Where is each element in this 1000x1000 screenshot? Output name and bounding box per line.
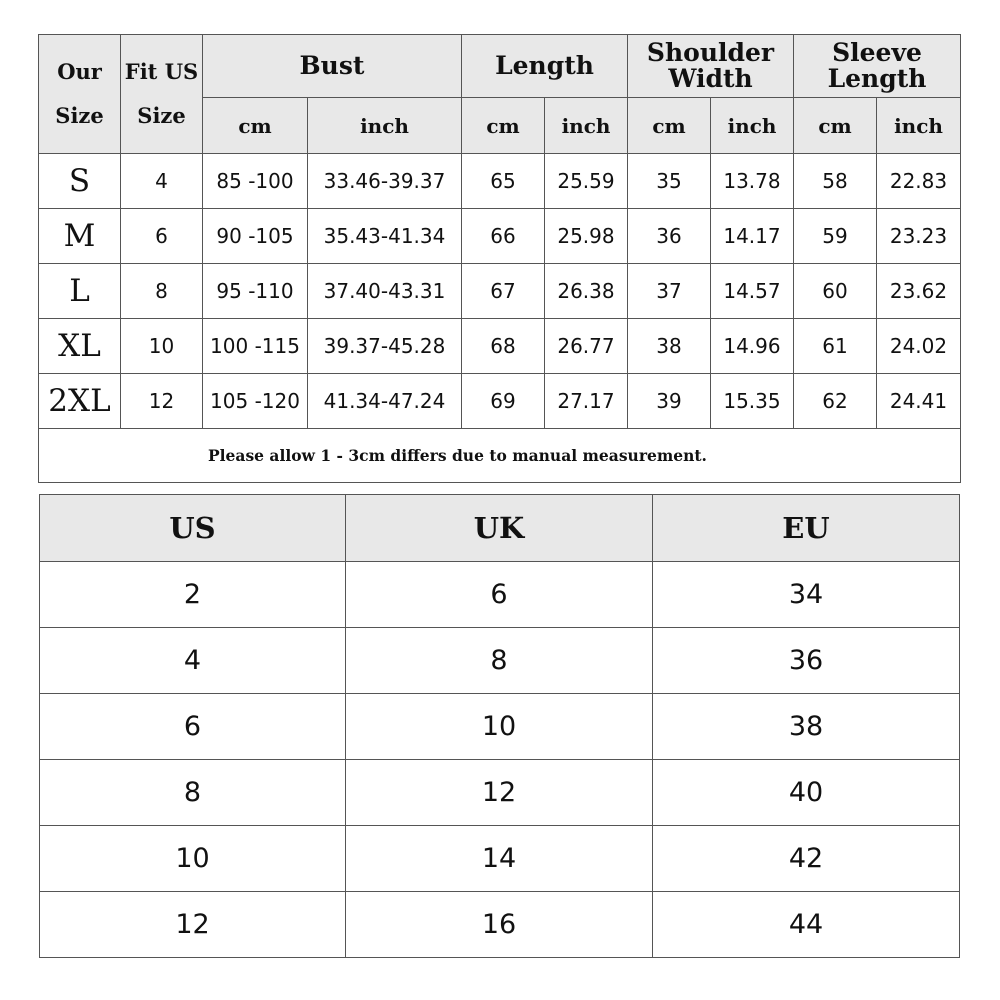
us-size-cell: 10 (40, 826, 346, 892)
shoulder-cm-cell: 39 (628, 374, 711, 429)
us-size-cell: 4 (40, 628, 346, 694)
conversion-table-body (40, 562, 960, 958)
shoulder-inch-cell: 14.17 (711, 209, 794, 264)
eu-size-cell: 36 (653, 628, 960, 694)
length-cm-cell: 66 (462, 209, 545, 264)
sleeve-inch-cell: 23.23 (877, 209, 961, 264)
table-row (40, 628, 960, 694)
table-row (40, 562, 960, 628)
shoulder-inch-cell: 13.78 (711, 154, 794, 209)
header-bust: Bust (203, 35, 462, 98)
sleeve-cm-cell: 59 (794, 209, 877, 264)
eu-size-cell: 34 (653, 562, 960, 628)
length-inch-cell: 26.77 (545, 319, 628, 374)
uk-size-cell: 6 (346, 562, 653, 628)
uk-size-cell: 14 (346, 826, 653, 892)
shoulder-inch-cell: 15.35 (711, 374, 794, 429)
header-our-size: Our Size (39, 35, 121, 154)
fit-us-cell: 10 (121, 319, 203, 374)
table-row (40, 892, 960, 958)
size-name-cell: S (39, 154, 121, 209)
bust-cm-cell: 100 -115 (203, 319, 308, 374)
bust-cm-cell: 90 -105 (203, 209, 308, 264)
bust-inch-cell: 33.46-39.37 (308, 154, 462, 209)
size-measurement-table (38, 34, 961, 483)
sleeve-inch-cell: 24.41 (877, 374, 961, 429)
fit-us-cell: 6 (121, 209, 203, 264)
sleeve-cm-cell: 58 (794, 154, 877, 209)
shoulder-cm-cell: 36 (628, 209, 711, 264)
shoulder-cm-cell: 37 (628, 264, 711, 319)
uk-size-cell: 8 (346, 628, 653, 694)
uk-size-cell: 12 (346, 760, 653, 826)
unit-header: cm (203, 98, 308, 154)
size-name-cell: XL (39, 319, 121, 374)
sleeve-inch-cell: 23.62 (877, 264, 961, 319)
shoulder-inch-cell: 14.96 (711, 319, 794, 374)
table-row (40, 826, 960, 892)
eu-size-cell: 38 (653, 694, 960, 760)
length-inch-cell: 25.98 (545, 209, 628, 264)
bust-inch-cell: 35.43-41.34 (308, 209, 462, 264)
uk-size-cell: 16 (346, 892, 653, 958)
header-us: US (40, 495, 346, 562)
size-name-cell: M (39, 209, 121, 264)
length-inch-cell: 26.38 (545, 264, 628, 319)
header-fit-us-size: Fit US Size (121, 35, 203, 154)
sleeve-cm-cell: 62 (794, 374, 877, 429)
eu-size-cell: 40 (653, 760, 960, 826)
header-shoulder-width: Shoulder Width (628, 35, 794, 98)
size-name-cell: 2XL (39, 374, 121, 429)
header-length: Length (462, 35, 628, 98)
fit-us-cell: 8 (121, 264, 203, 319)
sleeve-cm-cell: 61 (794, 319, 877, 374)
sleeve-cm-cell: 60 (794, 264, 877, 319)
size-conversion-table (39, 494, 960, 958)
unit-header: inch (545, 98, 628, 154)
length-cm-cell: 65 (462, 154, 545, 209)
header-sleeve-length: Sleeve Length (794, 35, 961, 98)
table-row (39, 374, 961, 429)
eu-size-cell: 44 (653, 892, 960, 958)
sleeve-inch-cell: 24.02 (877, 319, 961, 374)
unit-header: inch (877, 98, 961, 154)
header-eu: EU (653, 495, 960, 562)
fit-us-cell: 4 (121, 154, 203, 209)
size-table-body (39, 154, 961, 429)
bust-inch-cell: 41.34-47.24 (308, 374, 462, 429)
unit-header: cm (462, 98, 545, 154)
sleeve-inch-cell: 22.83 (877, 154, 961, 209)
length-cm-cell: 68 (462, 319, 545, 374)
table-row (39, 264, 961, 319)
table-row (39, 319, 961, 374)
table-row (39, 154, 961, 209)
length-inch-cell: 25.59 (545, 154, 628, 209)
shoulder-cm-cell: 35 (628, 154, 711, 209)
bust-cm-cell: 95 -110 (203, 264, 308, 319)
shoulder-inch-cell: 14.57 (711, 264, 794, 319)
unit-header: cm (628, 98, 711, 154)
us-size-cell: 12 (40, 892, 346, 958)
bust-inch-cell: 37.40-43.31 (308, 264, 462, 319)
us-size-cell: 8 (40, 760, 346, 826)
bust-cm-cell: 85 -100 (203, 154, 308, 209)
unit-header: inch (308, 98, 462, 154)
measurement-note: Please allow 1 - 3cm differs due to manual measurement. (39, 429, 961, 483)
length-cm-cell: 69 (462, 374, 545, 429)
unit-header: inch (711, 98, 794, 154)
bust-cm-cell: 105 -120 (203, 374, 308, 429)
length-cm-cell: 67 (462, 264, 545, 319)
size-name-cell: L (39, 264, 121, 319)
length-inch-cell: 27.17 (545, 374, 628, 429)
unit-header: cm (794, 98, 877, 154)
eu-size-cell: 42 (653, 826, 960, 892)
shoulder-cm-cell: 38 (628, 319, 711, 374)
fit-us-cell: 12 (121, 374, 203, 429)
bust-inch-cell: 39.37-45.28 (308, 319, 462, 374)
table-row (40, 694, 960, 760)
table-row (40, 760, 960, 826)
us-size-cell: 2 (40, 562, 346, 628)
uk-size-cell: 10 (346, 694, 653, 760)
us-size-cell: 6 (40, 694, 346, 760)
table-row (39, 209, 961, 264)
header-uk: UK (346, 495, 653, 562)
